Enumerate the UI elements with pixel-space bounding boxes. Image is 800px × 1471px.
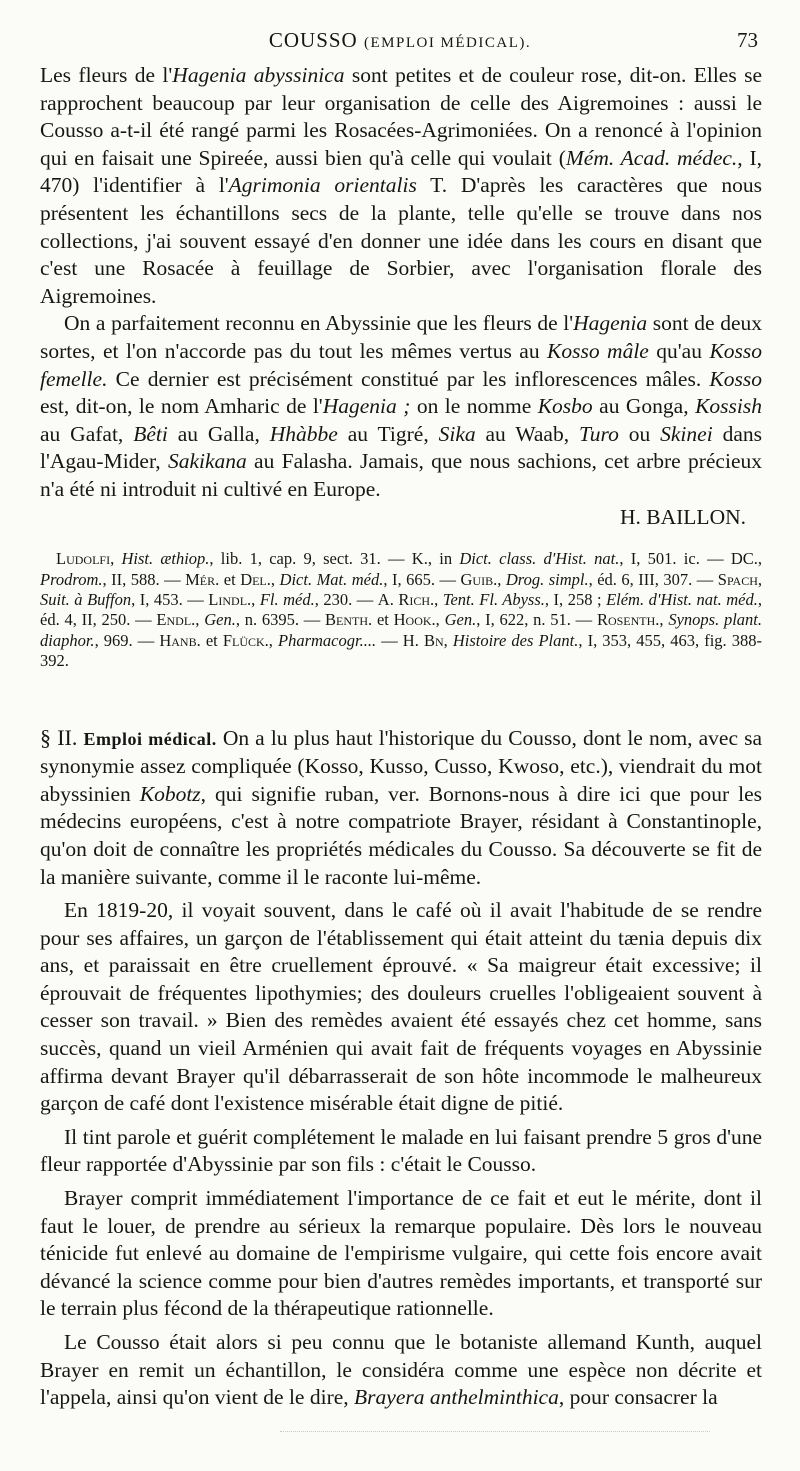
text-run: au Gafat, xyxy=(40,421,134,446)
text-run: , xyxy=(434,589,443,609)
paragraph xyxy=(40,62,762,310)
running-header xyxy=(0,28,800,58)
section-number: § II. xyxy=(40,724,78,750)
text-run: , 230. — xyxy=(314,589,378,609)
small-caps-run: Hanb. xyxy=(159,630,201,650)
text-run: sont de deux sortes, et l'on n'accorde pas du tout les mêmes vertus au xyxy=(40,311,762,363)
text-run: au Gonga, xyxy=(592,394,696,419)
text-run: , qui signifie ruban, ver. Bornons-nous à dire ici que pour les médecins européens, c'est à notre compatriote Brayer, résidant à Constantinople, qu'on doit de connaître les propriétés médicales du Cousso. Sa découverte se fit de la manière suivante, comme il le raconte lui-même. xyxy=(40,781,762,889)
text-run: , xyxy=(270,569,280,589)
text-run: On a lu plus haut l'historique du Cousso, dont le nom, avec sa synonymie assez compliquée (Kosso, Kusso, Cusso, Kwoso, etc.), viendrait du mot abyssinien xyxy=(40,725,763,806)
paragraph xyxy=(40,897,762,1118)
italic-run: Hagenia abyssinica xyxy=(172,63,345,87)
italic-run: Kosso mâle xyxy=(547,338,649,363)
text-run: On a parfaitement reconnu en Abyssinie que les fleurs de l' xyxy=(64,311,574,336)
text-run: , xyxy=(659,610,669,630)
text-run: , I, 665. — xyxy=(383,569,461,589)
text-run: au Galla, xyxy=(167,421,270,446)
text-run: et xyxy=(372,610,394,630)
small-caps-run: Rosenth. xyxy=(596,610,660,630)
paragraph xyxy=(40,1124,762,1179)
text-run: , xyxy=(757,569,763,589)
small-caps-run: Benth. xyxy=(325,610,373,630)
bibliography xyxy=(40,549,762,671)
italic-run: Elém. d'Hist. nat. méd. xyxy=(606,589,758,609)
running-title xyxy=(0,28,800,53)
small-caps-run: Hook. xyxy=(393,610,436,630)
text-run: , xyxy=(268,630,279,650)
text-run: Il tint parole et guérit complétement le malade en lui faisant prendre 5 gros d'une fleur rapportée d'Abyssinie par son fils : c'était le Cousso. xyxy=(40,1124,762,1177)
text-run: , I, 258 ; xyxy=(544,589,607,609)
paragraph xyxy=(40,1329,762,1412)
italic-run: Mém. Acad. médec. xyxy=(565,145,738,170)
small-caps-run: Bn xyxy=(423,630,444,650)
text-run: et xyxy=(200,630,223,650)
small-caps-run: A. Rich. xyxy=(377,589,435,609)
text-run: — H. xyxy=(376,630,424,650)
section-opening-paragraph xyxy=(40,724,762,892)
text-run: , I, 501. ic. — DC., xyxy=(619,549,763,569)
small-caps-run: Lindl. xyxy=(208,589,252,609)
text-run: , I, 453. — xyxy=(131,589,209,609)
text-run: ou xyxy=(618,421,661,446)
italic-run: Bêti xyxy=(133,421,168,446)
text-run: , xyxy=(435,610,445,630)
italic-run: Agrimonia orientalis xyxy=(228,173,417,198)
text-run: , xyxy=(497,569,506,589)
text-run: , xyxy=(195,610,205,630)
text-run: , xyxy=(443,630,453,650)
bibliography-text xyxy=(40,549,762,671)
text-run: , xyxy=(110,549,122,569)
text-run: dans l'Agau-Mider, xyxy=(40,421,762,474)
text-run: , I, 470) l'identifier à l' xyxy=(40,145,762,198)
text-run: au Falasha. Jamais, que nous sachions, cet arbre précieux n'a été ni introduit ni cultivé en Europe. xyxy=(40,449,762,501)
italic-run: Synops. plant. diaphor. xyxy=(40,610,763,650)
text-run: au Tigré, xyxy=(337,421,439,446)
text-run: au Waab, xyxy=(475,421,579,446)
text-run: Ce dernier est précisément constitué par les inflorescences mâles. xyxy=(107,366,710,391)
italic-run: Hist. æthiop. xyxy=(121,549,210,569)
page-body xyxy=(40,62,762,1412)
faint-footer-line xyxy=(280,1431,710,1432)
text-run: , I, 353, 455, 463, fig. 388-392. xyxy=(40,630,762,671)
text-run: et xyxy=(219,569,241,589)
text-run: , n. 6395. — xyxy=(235,610,326,630)
italic-run: Gen. xyxy=(204,610,236,630)
italic-run: Suit. à Buffon xyxy=(40,589,132,609)
italic-run: Dict. class. d'Hist. nat. xyxy=(459,549,620,569)
small-caps-run: Flück. xyxy=(222,630,269,650)
italic-run: Hagenia xyxy=(573,311,648,336)
italic-run: Kosso xyxy=(709,366,762,391)
italic-run: Histoire des Plant. xyxy=(452,630,579,650)
signature-text: H. BAILLON. xyxy=(620,504,746,529)
section-emploi-medical xyxy=(40,724,762,1412)
text-run: , II, 588. — xyxy=(102,569,186,589)
italic-run: Drog. simpl. xyxy=(505,569,589,589)
small-caps-run: Guib. xyxy=(460,569,498,589)
italic-run: Turo xyxy=(579,421,619,446)
small-caps-run: Spach xyxy=(717,569,758,589)
italic-run: Hhàbbe xyxy=(269,421,338,446)
paragraph xyxy=(40,310,762,503)
italic-run: Kobotz xyxy=(139,781,201,806)
running-title-subtitle: (EMPLOI MÉDICAL). xyxy=(363,35,532,51)
text-run: est, dit-on, le nom Amharic de l' xyxy=(40,394,323,419)
text-run: Le Cousso était alors si peu connu que le botaniste allemand Kunth, auquel Brayer en remit un échantillon, le considéra comme une espèce non décrite et l'appela, ainsi qu'on vient de le dire, xyxy=(40,1330,762,1410)
text-run: qu'au xyxy=(648,338,710,363)
small-caps-run: Mér. xyxy=(185,569,220,589)
paragraph-text xyxy=(40,726,762,889)
text-run: on le nomme xyxy=(410,394,538,419)
text-run: , éd. 4, II, 250. — xyxy=(40,589,763,630)
small-caps-run: Del. xyxy=(240,569,271,589)
italic-run: Gen. xyxy=(444,610,477,630)
text-run: , pour consacrer la xyxy=(558,1385,718,1410)
italic-run: Fl. méd. xyxy=(259,589,315,609)
text-run: , I, 622, n. 51. — xyxy=(476,610,597,630)
italic-run: Brayera anthelminthica xyxy=(354,1385,559,1410)
italic-run: Kosbo xyxy=(537,394,593,419)
text-run: , 969. — xyxy=(94,630,160,650)
author-signature xyxy=(40,504,762,532)
italic-run: Kossish xyxy=(695,394,762,419)
italic-run: Sika xyxy=(438,421,476,446)
running-title-main: COUSSO xyxy=(268,28,358,52)
italic-run: Kosso femelle. xyxy=(40,338,763,391)
page-number: 73 xyxy=(737,28,758,52)
paragraph xyxy=(40,1185,762,1323)
text-run: Les fleurs de l' xyxy=(40,63,173,87)
italic-run: Sakikana xyxy=(167,449,247,474)
text-run: sont petites et de couleur rose, dit-on. Elles se rapprochent beaucoup par leur organisation de celle des Aigremoines : aussi le Cousso a-t-il été rangé parmi les Rosacées-Agrimoniées. On a renoncé à l'opinion qui en faisait une Spireée, aussi bien qu'à celle qui voulait ( xyxy=(40,63,763,170)
text-run: T. D'après les caractères que nous présentent les échantillons secs de la plante, telle qu'elle se trouve dans nos collections, j'ai souvent essayé d'en donner une idée dans les cours en disant que c'est une Rosacée à feuillage de Sorbier, avec l'organisation florale des Aigremoines. xyxy=(40,173,762,308)
small-caps-run: Endl. xyxy=(156,610,196,630)
small-caps-run: Ludolfi xyxy=(56,549,111,569)
text-run: , lib. 1, cap. 9, sect. 31. — K., in xyxy=(209,549,460,569)
italic-run: Skinei xyxy=(660,421,713,446)
italic-run: Pharmacogr.... xyxy=(278,630,377,650)
text-run: , éd. 6, III, 307. — xyxy=(588,569,718,589)
section-heading: Emploi médical. xyxy=(83,728,217,749)
italic-run: Dict. Mat. méd. xyxy=(279,569,384,589)
text-run: En 1819-20, il voyait souvent, dans le café où il avait l'habitude de se rendre pour ses affaires, un garçon de l'établissement qui était atteint du tænia depuis dix ans, et paraissait en être cruellement éprouvé. « Sa maigreur était excessive; il éprouvait de fréquentes lipothymies; des douleurs cruelles l'obligeaient souvent à cesser son travail. » Bien des remèdes avaient été essayés chez cet homme, sans succès, quand un vieil Arménien qui avait fait de fréquents voyages en Abyssinie affirma devant Brayer qu'il débarrasserait de son hôte incommode le malheureux garçon de café dont l'existence misérable était digne de pitié. xyxy=(40,898,762,1116)
text-run: , xyxy=(251,589,260,609)
text-run: Brayer comprit immédiatement l'importance de ce fait et eut le mérite, dont il faut le louer, de prendre au sérieux la remarque populaire. Dès lors le nouveau ténicide fut enlevé au domaine de l'empirisme vulgaire, qui cette fois encore avait dévancé la science comme pour bien d'autres remèdes importants, et transporté sur le terrain plus fécond de la thérapeutique rationnelle. xyxy=(40,1186,762,1321)
italic-run: Prodrom. xyxy=(40,569,103,589)
italic-run: Hagenia ; xyxy=(322,394,411,419)
italic-run: Tent. Fl. Abyss. xyxy=(442,589,545,609)
